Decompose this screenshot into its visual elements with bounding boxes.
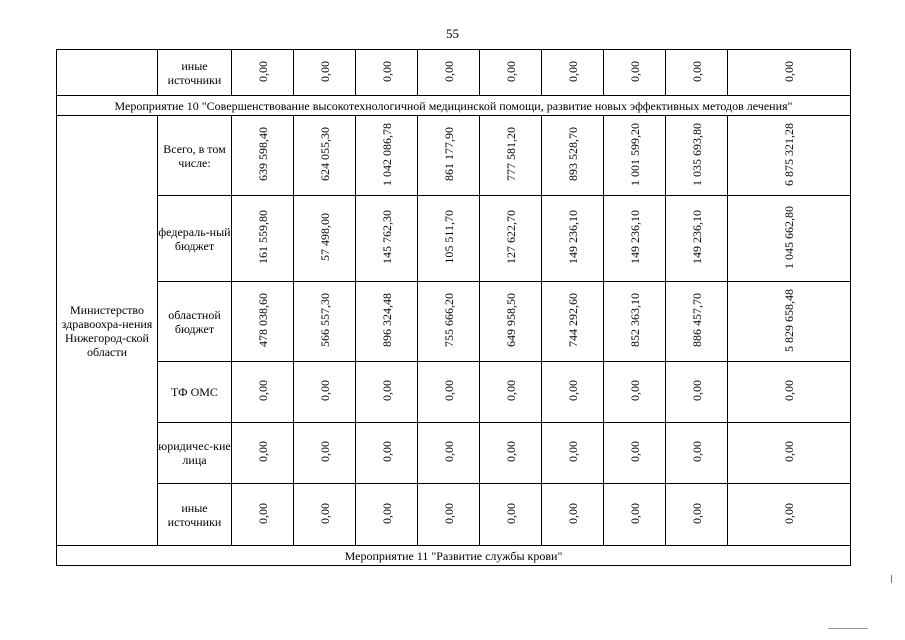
organization-cell-empty — [57, 50, 158, 96]
funding-value — [418, 484, 480, 546]
funding-value-text: 0,00 — [255, 441, 270, 462]
funding-value-text: 0,00 — [782, 60, 796, 82]
event-row — [57, 546, 851, 566]
table-row — [57, 362, 851, 423]
funding-value-text: 896 324,48 — [379, 293, 394, 347]
funding-value-text: 0,00 — [441, 441, 456, 462]
funding-value-text: 0,00 — [379, 380, 394, 401]
funding-value — [666, 362, 728, 423]
funding-value — [480, 484, 542, 546]
funding-value — [356, 50, 418, 96]
funding-value — [356, 484, 418, 546]
funding-value-text: 0,00 — [503, 380, 518, 401]
funding-value-text: 0,00 — [379, 60, 394, 82]
funding-value-text: 0,00 — [317, 502, 332, 524]
funding-value-text: 639 598,40 — [255, 127, 270, 181]
funding-value — [232, 423, 294, 484]
funding-value-text: 777 581,20 — [503, 127, 518, 181]
funding-value — [232, 362, 294, 423]
funding-value-text: 0,00 — [689, 441, 704, 462]
funding-value-text: 145 762,30 — [379, 210, 394, 264]
funding-value-text: 0,00 — [689, 502, 704, 524]
funding-value-text: 1 001 599,20 — [627, 122, 642, 186]
table-row — [57, 50, 851, 96]
funding-value-text: 6 875 321,28 — [782, 122, 796, 186]
funding-value — [666, 50, 728, 96]
funding-value-text: 127 622,70 — [503, 210, 518, 264]
funding-value — [728, 196, 851, 282]
funding-value — [604, 50, 666, 96]
funding-value-text: 0,00 — [565, 380, 580, 401]
funding-value — [728, 282, 851, 362]
funding-value — [542, 116, 604, 196]
funding-source-label: федераль-ный бюджет — [158, 196, 232, 282]
funding-table — [56, 49, 851, 566]
funding-value — [356, 362, 418, 423]
funding-value — [294, 282, 356, 362]
funding-value-text: 0,00 — [379, 441, 394, 462]
funding-value — [666, 484, 728, 546]
funding-value — [542, 484, 604, 546]
funding-value — [728, 423, 851, 484]
funding-value — [418, 196, 480, 282]
funding-value — [294, 196, 356, 282]
funding-value — [294, 362, 356, 423]
funding-value-text: 1 045 662,80 — [782, 205, 796, 269]
funding-value — [666, 423, 728, 484]
funding-value — [542, 423, 604, 484]
funding-value-text: 149 236,10 — [565, 210, 580, 264]
funding-value — [604, 484, 666, 546]
event-row — [57, 96, 851, 116]
funding-value — [542, 50, 604, 96]
funding-value-text: 0,00 — [317, 60, 332, 82]
funding-value-text: 105 511,70 — [441, 210, 456, 264]
funding-value-text: 0,00 — [503, 441, 518, 462]
funding-source-label: областной бюджет — [158, 282, 232, 362]
funding-value — [356, 423, 418, 484]
funding-value-text: 0,00 — [441, 502, 456, 524]
funding-value-text: 744 292,60 — [565, 293, 580, 347]
funding-value — [666, 116, 728, 196]
funding-value — [418, 362, 480, 423]
funding-value — [666, 196, 728, 282]
funding-value-text: 893 528,70 — [565, 127, 580, 181]
funding-value-text: 1 042 086,78 — [379, 122, 394, 186]
funding-value-text: 0,00 — [565, 441, 580, 462]
funding-value — [418, 282, 480, 362]
funding-value — [604, 282, 666, 362]
funding-value — [480, 423, 542, 484]
funding-value-text: 861 177,90 — [441, 127, 456, 181]
funding-value-text: 0,00 — [627, 502, 642, 524]
funding-value — [542, 196, 604, 282]
funding-source-label: Всего, в том числе: — [158, 116, 232, 196]
funding-value-text: 0,00 — [503, 60, 518, 82]
funding-value-text: 0,00 — [317, 441, 332, 462]
table-row — [57, 116, 851, 196]
table-row — [57, 423, 851, 484]
funding-value-text: 852 363,10 — [627, 293, 642, 347]
funding-value-text: 0,00 — [627, 441, 642, 462]
funding-value — [294, 116, 356, 196]
funding-value — [604, 116, 666, 196]
funding-value — [542, 362, 604, 423]
organization-cell: Министерство здравоохра-нения Нижегород-ской области — [57, 116, 158, 546]
funding-value-text: 0,00 — [441, 380, 456, 401]
funding-value-text: 0,00 — [689, 380, 704, 401]
funding-value-text: 0,00 — [689, 60, 704, 82]
funding-value — [418, 423, 480, 484]
funding-value — [356, 116, 418, 196]
funding-value-text: 886 457,70 — [689, 293, 704, 347]
funding-value — [232, 484, 294, 546]
funding-value — [232, 196, 294, 282]
funding-source-label: ТФ ОМС — [158, 362, 232, 423]
funding-value-text: 0,00 — [441, 60, 456, 82]
funding-value — [356, 282, 418, 362]
table-row — [57, 196, 851, 282]
funding-source-label: иные источники — [158, 50, 232, 96]
funding-value — [418, 116, 480, 196]
funding-value-text: 57 498,00 — [317, 213, 332, 261]
funding-value-text: 624 055,30 — [317, 127, 332, 181]
funding-value — [480, 282, 542, 362]
funding-value-text: 149 236,10 — [689, 210, 704, 264]
funding-value — [232, 116, 294, 196]
funding-value-text: 0,00 — [782, 441, 796, 462]
funding-value — [294, 484, 356, 546]
funding-value — [294, 423, 356, 484]
funding-value — [418, 50, 480, 96]
funding-value-text: 149 236,10 — [627, 210, 642, 264]
table-row — [57, 282, 851, 362]
funding-value-text: 0,00 — [379, 502, 394, 524]
funding-value — [604, 196, 666, 282]
scan-artifact — [828, 628, 868, 629]
funding-value-text: 5 829 658,48 — [782, 288, 796, 352]
funding-value — [604, 423, 666, 484]
funding-value-text: 0,00 — [627, 380, 642, 401]
funding-value-text: 0,00 — [255, 60, 270, 82]
funding-value-text: 0,00 — [627, 60, 642, 82]
funding-value-text: 478 038,60 — [255, 293, 270, 347]
event-10-title: Мероприятие 10 "Совершенствование высокотехнологичной медицинской помощи, развитие новых эффективных методов лечения" — [57, 96, 851, 116]
scan-artifact — [891, 575, 892, 583]
funding-value-text: 0,00 — [782, 380, 796, 401]
funding-value-text: 1 035 693,80 — [689, 122, 704, 186]
funding-value — [294, 50, 356, 96]
funding-source-label: иные источники — [158, 484, 232, 546]
funding-value-text: 0,00 — [255, 380, 270, 401]
funding-value-text: 0,00 — [503, 502, 518, 524]
funding-value-text: 0,00 — [255, 502, 270, 524]
funding-value — [728, 116, 851, 196]
funding-value-text: 0,00 — [565, 502, 580, 524]
funding-value — [480, 116, 542, 196]
funding-value-text: 0,00 — [565, 60, 580, 82]
funding-value — [480, 50, 542, 96]
funding-value — [232, 282, 294, 362]
funding-value — [542, 282, 604, 362]
funding-value-text: 755 666,20 — [441, 293, 456, 347]
funding-value-text: 161 559,80 — [255, 210, 270, 264]
page-number: 55 — [446, 26, 459, 41]
funding-source-label: юридичес-кие лица — [158, 423, 232, 484]
funding-value-text: 0,00 — [317, 380, 332, 401]
table-row — [57, 484, 851, 546]
funding-value — [480, 362, 542, 423]
funding-value — [728, 484, 851, 546]
funding-value — [356, 196, 418, 282]
funding-value-text: 649 958,50 — [503, 293, 518, 347]
funding-value — [604, 362, 666, 423]
funding-value — [666, 282, 728, 362]
funding-value — [232, 50, 294, 96]
funding-value — [480, 196, 542, 282]
funding-value — [728, 362, 851, 423]
funding-value — [728, 50, 851, 96]
funding-value-text: 566 557,30 — [317, 293, 332, 347]
event-11-title: Мероприятие 11 "Развитие службы крови" — [57, 546, 851, 566]
funding-value-text: 0,00 — [782, 502, 796, 524]
